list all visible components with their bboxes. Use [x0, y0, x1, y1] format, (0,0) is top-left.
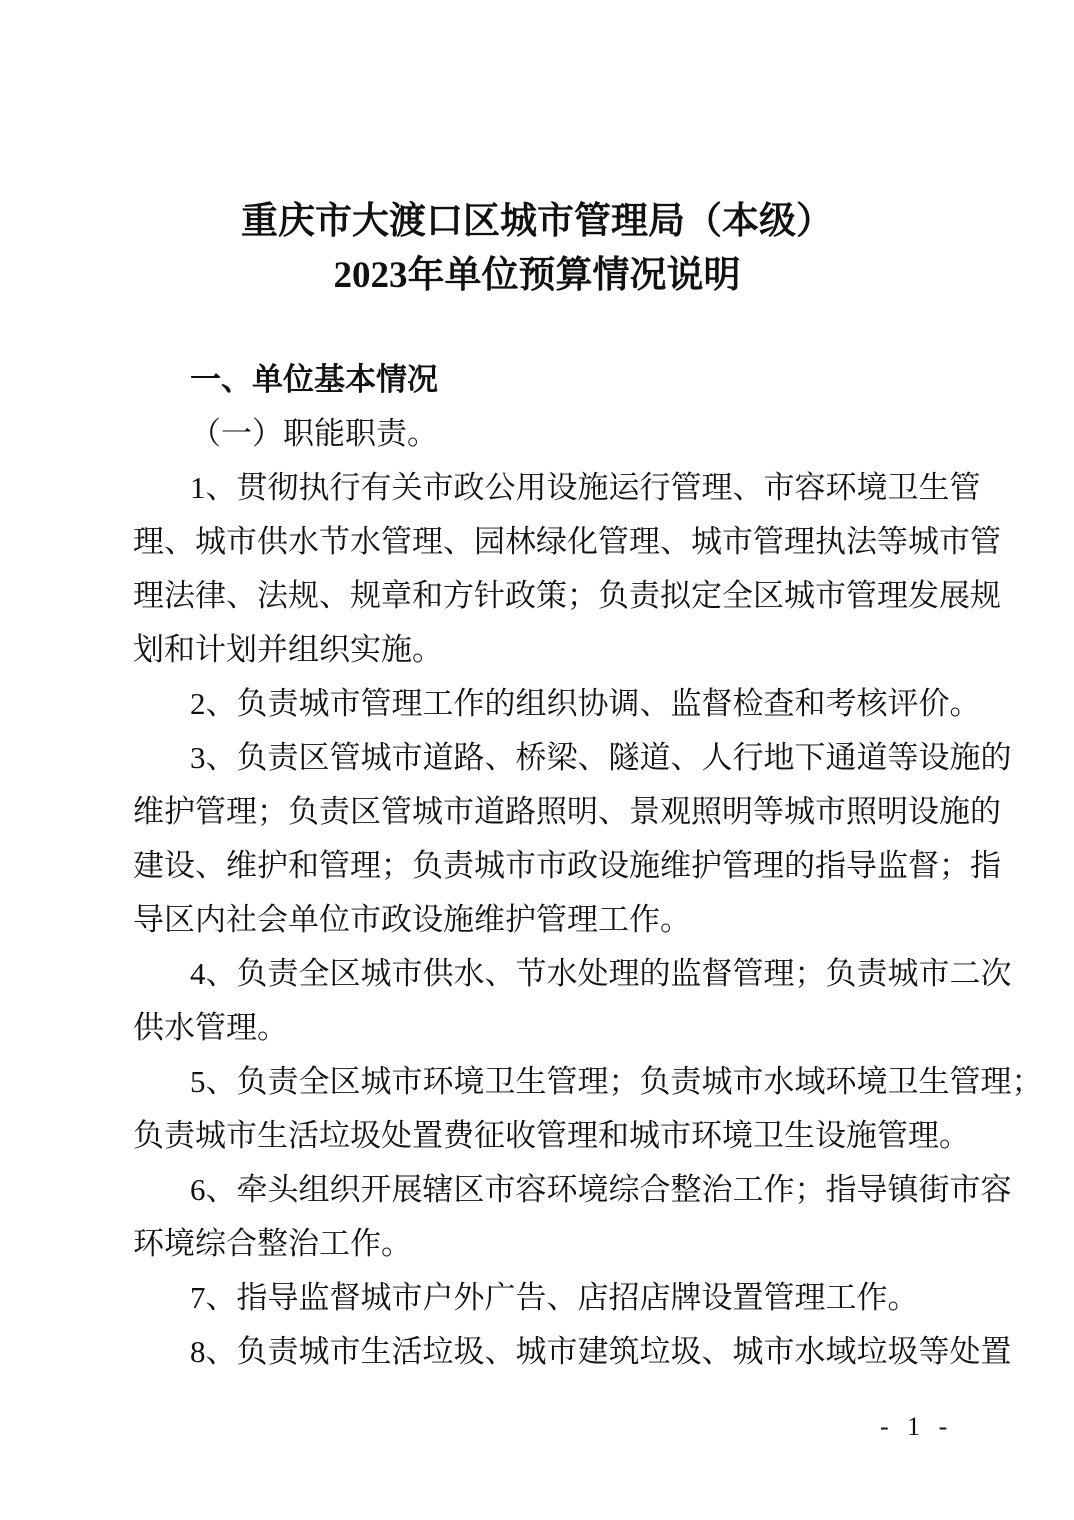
paragraph-line: 负责城市生活垃圾处置费征收管理和城市环境卫生设施管理。: [133, 1118, 970, 1153]
paragraph-line: 7、指导监督城市户外广告、店招店牌设置管理工作。: [190, 1280, 919, 1315]
paragraph-line: 1、贯彻执行有关市政公用设施运行管理、市容环境卫生管: [190, 470, 981, 505]
paragraph: [133, 1271, 943, 1325]
document-title-line-1: 重庆市大渡口区城市管理局（本级）: [241, 201, 833, 242]
paragraph: [133, 731, 1012, 947]
paragraph-line: 6、牵头组织开展辖区市容环境综合整治工作；指导镇街市容: [190, 1172, 1012, 1207]
paragraph-line: 3、负责区管城市道路、桥梁、隧道、人行地下通道等设施的: [190, 740, 1012, 775]
paragraph-line: 环境综合整治工作。: [133, 1226, 412, 1261]
paragraph-line: 维护管理；负责区管城市道路照明、景观照明等城市照明设施的: [133, 794, 1001, 829]
paragraph: [133, 1325, 1012, 1379]
paragraph: [133, 1163, 1012, 1271]
section-heading: 一、单位基本情况: [190, 362, 438, 397]
subsection-heading: （一）职能职责。: [190, 416, 438, 451]
paragraph: [133, 1055, 1043, 1163]
paragraph-line: 供水管理。: [133, 1010, 288, 1045]
paragraph-line: 2、负责城市管理工作的组织协调、监督检查和考核评价。: [190, 686, 981, 721]
paragraph-line: 建设、维护和管理；负责城市市政设施维护管理的指导监督；指: [133, 848, 1001, 883]
paragraph-line: 8、负责城市生活垃圾、城市建筑垃圾、城市水域垃圾等处置: [190, 1334, 1012, 1369]
paragraph-line: 理、城市供水节水管理、园林绿化管理、城市管理执法等城市管: [133, 524, 1001, 559]
paragraph-line: 导区内社会单位市政设施维护管理工作。: [133, 902, 691, 937]
page-number: - 1 -: [880, 1412, 954, 1441]
paragraph: [133, 461, 1001, 677]
paragraph-line: 4、负责全区城市供水、节水处理的监督管理；负责城市二次: [190, 956, 1012, 991]
paragraph-list: [133, 461, 1043, 1379]
paragraph-line: 5、负责全区城市环境卫生管理；负责城市水域环境卫生管理；: [190, 1064, 1043, 1099]
paragraph: [133, 677, 981, 731]
paragraph-line: 划和计划并组织实施。: [133, 632, 443, 667]
document-title-line-2: 2023年单位预算情况说明: [333, 255, 741, 296]
paragraph-line: 理法律、法规、规章和方针政策；负责拟定全区城市管理发展规: [133, 578, 1001, 613]
document-body: [133, 353, 1043, 1379]
paragraph: [133, 947, 1012, 1055]
